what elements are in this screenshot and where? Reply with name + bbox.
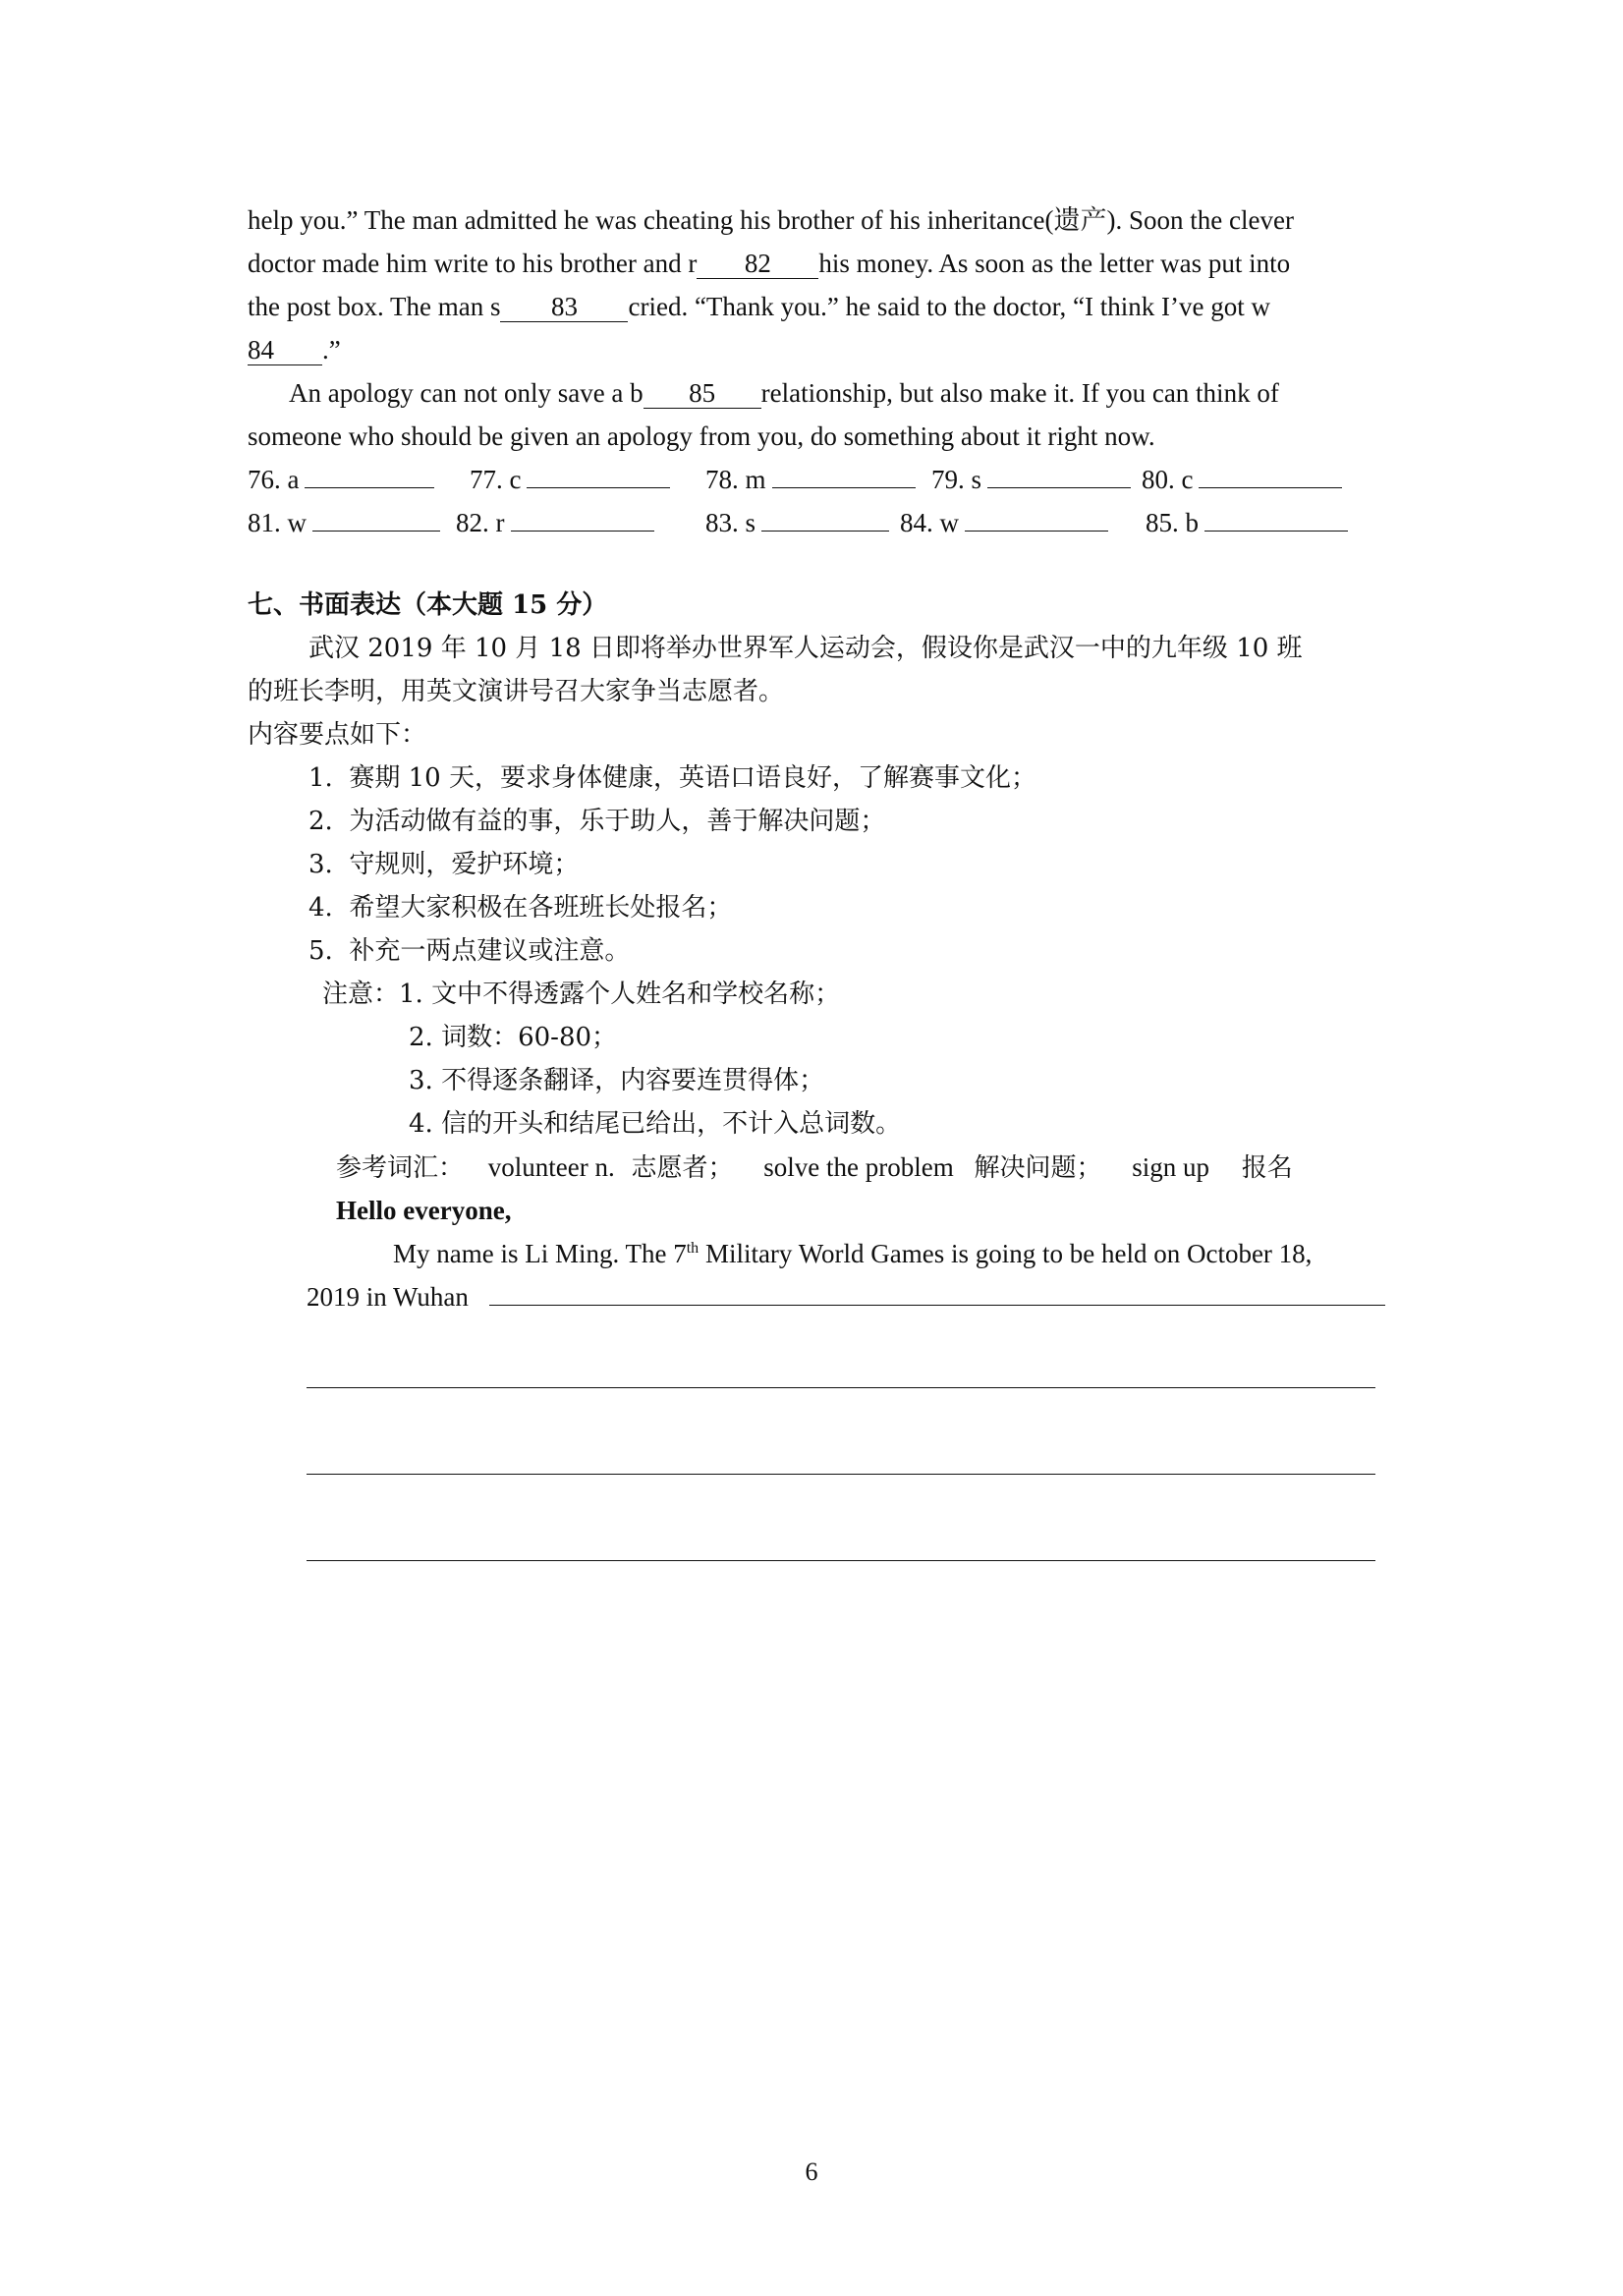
answer-field[interactable] (1204, 505, 1348, 532)
answer-field[interactable] (312, 505, 440, 532)
body-text: My name is Li Ming. The 7 (393, 1239, 687, 1268)
point-item-5: 5. 补充一两点建议或注意。 (308, 936, 631, 966)
note-item-3: 3. 不得逐条翻译，内容要连贯得体； (409, 1066, 825, 1095)
answer-field[interactable] (987, 462, 1131, 488)
greeting: Hello everyone, (336, 1196, 512, 1225)
answer-83 (705, 505, 889, 540)
blank-84: 84 (248, 335, 322, 365)
answer-label: 80. c (1142, 465, 1194, 494)
answer-label: 78. m (705, 465, 766, 494)
passage-line-5 (289, 375, 1279, 411)
passage-line-6 (248, 419, 1155, 454)
passage-text: doctor made him write to his brother and r (248, 249, 698, 278)
answer-label: 76. a (248, 465, 300, 494)
vocab-row (336, 1149, 1293, 1186)
writing-line[interactable] (489, 1305, 1385, 1306)
body-text: 2019 in Wuhan (307, 1282, 469, 1312)
passage-line-4 (248, 332, 341, 367)
answer-82 (456, 505, 654, 540)
writing-line[interactable] (307, 1387, 1375, 1388)
answer-77 (470, 462, 670, 497)
writing-line[interactable] (307, 1474, 1375, 1475)
point-item-2: 2. 为活动做有益的事，乐于助人，善于解决问题； (308, 807, 886, 836)
answer-label: 84. w (900, 508, 959, 537)
passage-text: .” (322, 335, 341, 364)
answer-field[interactable] (772, 462, 916, 488)
body-text: Military World Games is going to be held on October 18, (699, 1239, 1313, 1268)
blank-82: 82 (697, 249, 818, 279)
passage-text: help you.” The man admitted he was cheating his brother of his inheritance(遗产). Soon the clever (248, 205, 1294, 235)
answer-field[interactable] (761, 505, 889, 532)
point-item-4: 4. 希望大家积极在各班班长处报名； (308, 893, 733, 923)
passage-line-1 (248, 202, 1294, 238)
note-item-1: 1. 文中不得透露个人姓名和学校名称； (399, 980, 841, 1009)
answer-84 (900, 505, 1108, 540)
answer-81 (248, 505, 440, 540)
answer-label: 81. w (248, 508, 307, 537)
point-item-3: 3. 守规则，爱护环境； (308, 850, 580, 879)
writing-line[interactable] (307, 1560, 1375, 1561)
passage-text: An apology can not only save a b (289, 378, 644, 408)
body-line-2 (307, 1279, 469, 1315)
answer-76 (248, 462, 434, 497)
page-number: 6 (805, 2157, 818, 2186)
passage-line-2 (248, 246, 1290, 281)
answer-79 (931, 462, 1131, 497)
answer-field[interactable] (305, 462, 434, 488)
section-heading: 七、书面表达（本大题 15 分） (248, 590, 608, 620)
answer-field[interactable] (527, 462, 670, 488)
answer-85 (1146, 505, 1348, 540)
vocab-meaning: 解决问题； (974, 1153, 1102, 1183)
note-item-4: 4. 信的开头和结尾已给出，不计入总词数。 (409, 1109, 902, 1139)
answer-field[interactable] (1199, 462, 1342, 488)
answer-label: 82. r (456, 508, 505, 537)
vocab-term: volunteer n. (487, 1152, 615, 1182)
answer-field[interactable] (965, 505, 1108, 532)
blank-83: 83 (500, 292, 628, 322)
vocab-term: solve the problem (763, 1152, 954, 1182)
passage-text: the post box. The man s (248, 292, 501, 321)
vocab-label: 参考词汇： (336, 1153, 465, 1183)
notes-label: 注意： (322, 980, 400, 1009)
passage-text: cried. “Thank you.” he said to the doctor, “I think I’ve got w (628, 292, 1270, 321)
point-item-1: 1. 赛期 10 天，要求身体健康，英语口语良好，了解赛事文化； (308, 763, 1036, 793)
blank-85: 85 (644, 378, 761, 409)
note-item-2: 2. 词数：60-80； (409, 1023, 618, 1052)
vocab-meaning: 志愿者； (631, 1153, 734, 1183)
passage-line-3 (248, 289, 1270, 324)
points-title: 内容要点如下： (248, 720, 427, 750)
passage-text: his money. As soon as the letter was put into (818, 249, 1291, 278)
answer-78 (705, 462, 916, 497)
writing-intro-line-1: 武汉 2019 年 10 月 18 日即将举办世界军人运动会，假设你是武汉一中的九年级 10 班 (308, 634, 1303, 663)
answer-label: 85. b (1146, 508, 1199, 537)
answer-label: 83. s (705, 508, 756, 537)
answer-80 (1142, 462, 1342, 497)
body-line-1 (393, 1236, 1312, 1271)
answer-field[interactable] (511, 505, 654, 532)
answer-label: 77. c (470, 465, 522, 494)
answer-label: 79. s (931, 465, 982, 494)
passage-text: someone who should be given an apology from you, do something about it right now. (248, 421, 1155, 451)
ordinal-suffix: th (686, 1240, 700, 1257)
vocab-term: sign up (1132, 1152, 1209, 1182)
writing-intro-line-2: 的班长李明，用英文演讲号召大家争当志愿者。 (248, 677, 785, 706)
passage-text: relationship, but also make it. If you can think of (760, 378, 1279, 408)
notes-row-1 (322, 977, 840, 1012)
vocab-meaning: 报名 (1241, 1153, 1293, 1183)
